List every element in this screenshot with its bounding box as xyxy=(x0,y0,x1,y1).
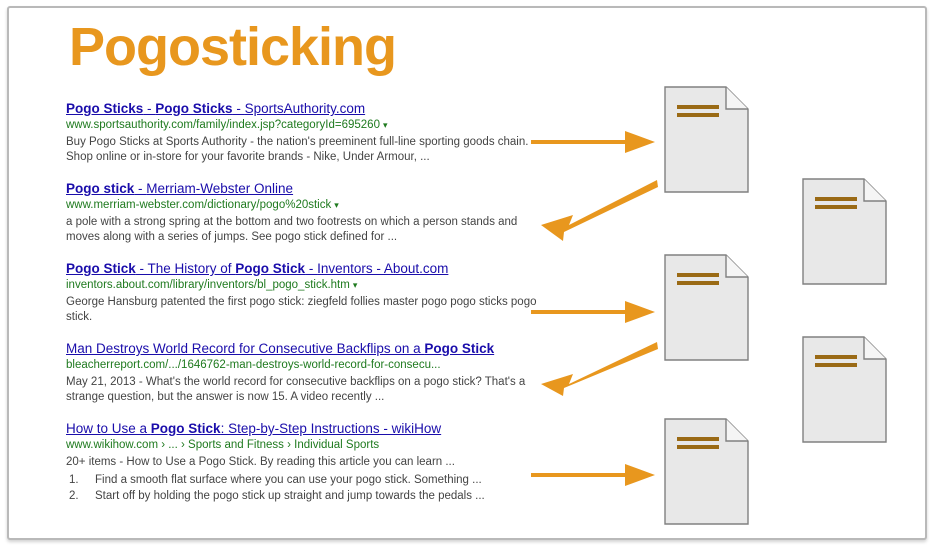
result-5-title-link[interactable] xyxy=(66,420,546,437)
result-4-title-link[interactable] xyxy=(66,340,546,357)
result-4-url[interactable] xyxy=(66,358,546,373)
document-page-5 xyxy=(664,418,749,525)
result-2-title-sep-1: - xyxy=(134,181,147,196)
result-5-title-part-2: Pogo Stick xyxy=(150,421,221,436)
document-page-3 xyxy=(664,254,749,361)
document-page-4 xyxy=(802,336,887,443)
result-1-snippet: Buy Pogo Sticks at Sports Authority - the nation's preeminent full-line sporting goods chain. Shop online or in-store for your favorite brands - Nike, Under Armour, ... xyxy=(66,136,529,163)
search-result-1 xyxy=(66,100,546,165)
result-2-title-part-2: Merriam-Webster Online xyxy=(146,181,294,196)
result-4-title-part-2: Pogo Stick xyxy=(424,341,495,356)
result-5-url[interactable] xyxy=(66,438,546,453)
result-2-title-part-1: Pogo stick xyxy=(66,181,135,196)
page-title: Pogosticking xyxy=(69,17,397,77)
result-5-step-1-text: Find a smooth flat surface where you can use your pogo stick. Something ... xyxy=(95,474,482,486)
result-5-snippet: 20+ items - How to Use a Pogo Stick. By reading this article you can learn ... xyxy=(66,456,455,468)
result-2-title-link[interactable] xyxy=(66,180,546,197)
result-4-snippet: May 21, 2013 - What's the world record for consecutive backflips on a pogo stick? That's a strange question, but the answer is now 15. A video recently ... xyxy=(66,376,526,403)
result-4-url-text: bleacherreport.com/.../1646762-man-destroys-world-record-for-consecu... xyxy=(66,359,441,371)
result-1-title-link[interactable] xyxy=(66,100,546,117)
result-1-title-part-1: Pogo Sticks xyxy=(66,101,144,116)
result-3-title-part-3: Inventors - About.com xyxy=(317,261,449,276)
screenshot-frame xyxy=(7,6,927,540)
result-5-title-part-3: : Step-by-Step Instructions - wikiHow xyxy=(220,421,442,436)
result-3-title-part-2: Pogo Stick xyxy=(235,261,306,276)
result-2-snippet: a pole with a strong spring at the bottom and two footrests on which a person stands and moves along with a series of jumps. See pogo stick defined for ... xyxy=(66,216,518,243)
chevron-down-icon[interactable]: ▾ xyxy=(352,280,358,290)
result-5-step-2-text: Start off by holding the pogo stick up straight and jump towards the pedals ... xyxy=(95,490,485,502)
search-result-3 xyxy=(66,260,546,325)
result-3-url[interactable] xyxy=(66,278,546,293)
document-page-2 xyxy=(802,178,887,285)
result-5-step-2-number: 2. xyxy=(69,490,79,502)
list-item xyxy=(69,472,546,488)
result-1-url-text: www.sportsauthority.com/family/index.jsp?categoryId=695260 xyxy=(66,119,380,131)
result-5-title-part-1: How to Use a xyxy=(66,421,151,436)
result-5-steps-list xyxy=(66,472,546,504)
arrow-to-doc-1 xyxy=(529,123,659,153)
result-5-url-text: www.wikihow.com › ... › Sports and Fitness › Individual Sports xyxy=(66,439,380,451)
chevron-down-icon[interactable]: ▾ xyxy=(334,200,339,210)
document-page-1 xyxy=(664,86,749,193)
search-result-4 xyxy=(66,340,546,405)
result-5-step-1-number: 1. xyxy=(69,474,79,486)
result-2-url[interactable] xyxy=(66,198,546,213)
result-1-url[interactable] xyxy=(66,118,546,133)
chevron-down-icon[interactable]: ▾ xyxy=(382,120,388,130)
result-3-url-text: inventors.about.com/library/inventors/bl_pogo_stick.htm xyxy=(66,279,350,291)
result-1-title-sep-2: - xyxy=(232,101,245,116)
result-4-title-part-1: Man Destroys World Record for Consecutive Backflips on a xyxy=(66,341,425,356)
search-results-list xyxy=(66,100,546,519)
result-2-url-text: www.merriam-webster.com/dictionary/pogo%20stick xyxy=(66,199,332,211)
result-3-title-part-1: Pogo Stick xyxy=(66,261,136,276)
arrow-to-doc-5 xyxy=(529,456,659,486)
result-3-title-link[interactable] xyxy=(66,260,546,277)
result-3-title-sep-2: - xyxy=(305,261,318,276)
arrow-to-doc-3 xyxy=(529,293,659,323)
result-1-title-sep-1: - xyxy=(143,101,156,116)
search-result-5 xyxy=(66,420,546,504)
arrow-from-doc-4 xyxy=(529,338,659,398)
result-1-title-part-3: SportsAuthority.com xyxy=(244,101,366,116)
result-3-title-sep-1: - The History of xyxy=(135,261,236,276)
result-1-title-part-2: Pogo Sticks xyxy=(155,101,233,116)
list-item xyxy=(69,488,546,504)
arrow-from-doc-2 xyxy=(529,178,659,243)
search-result-2 xyxy=(66,180,546,245)
result-3-snippet: George Hansburg patented the first pogo stick: ziegfeld follies master pogo pogo sticks pogo stick. xyxy=(66,296,537,323)
